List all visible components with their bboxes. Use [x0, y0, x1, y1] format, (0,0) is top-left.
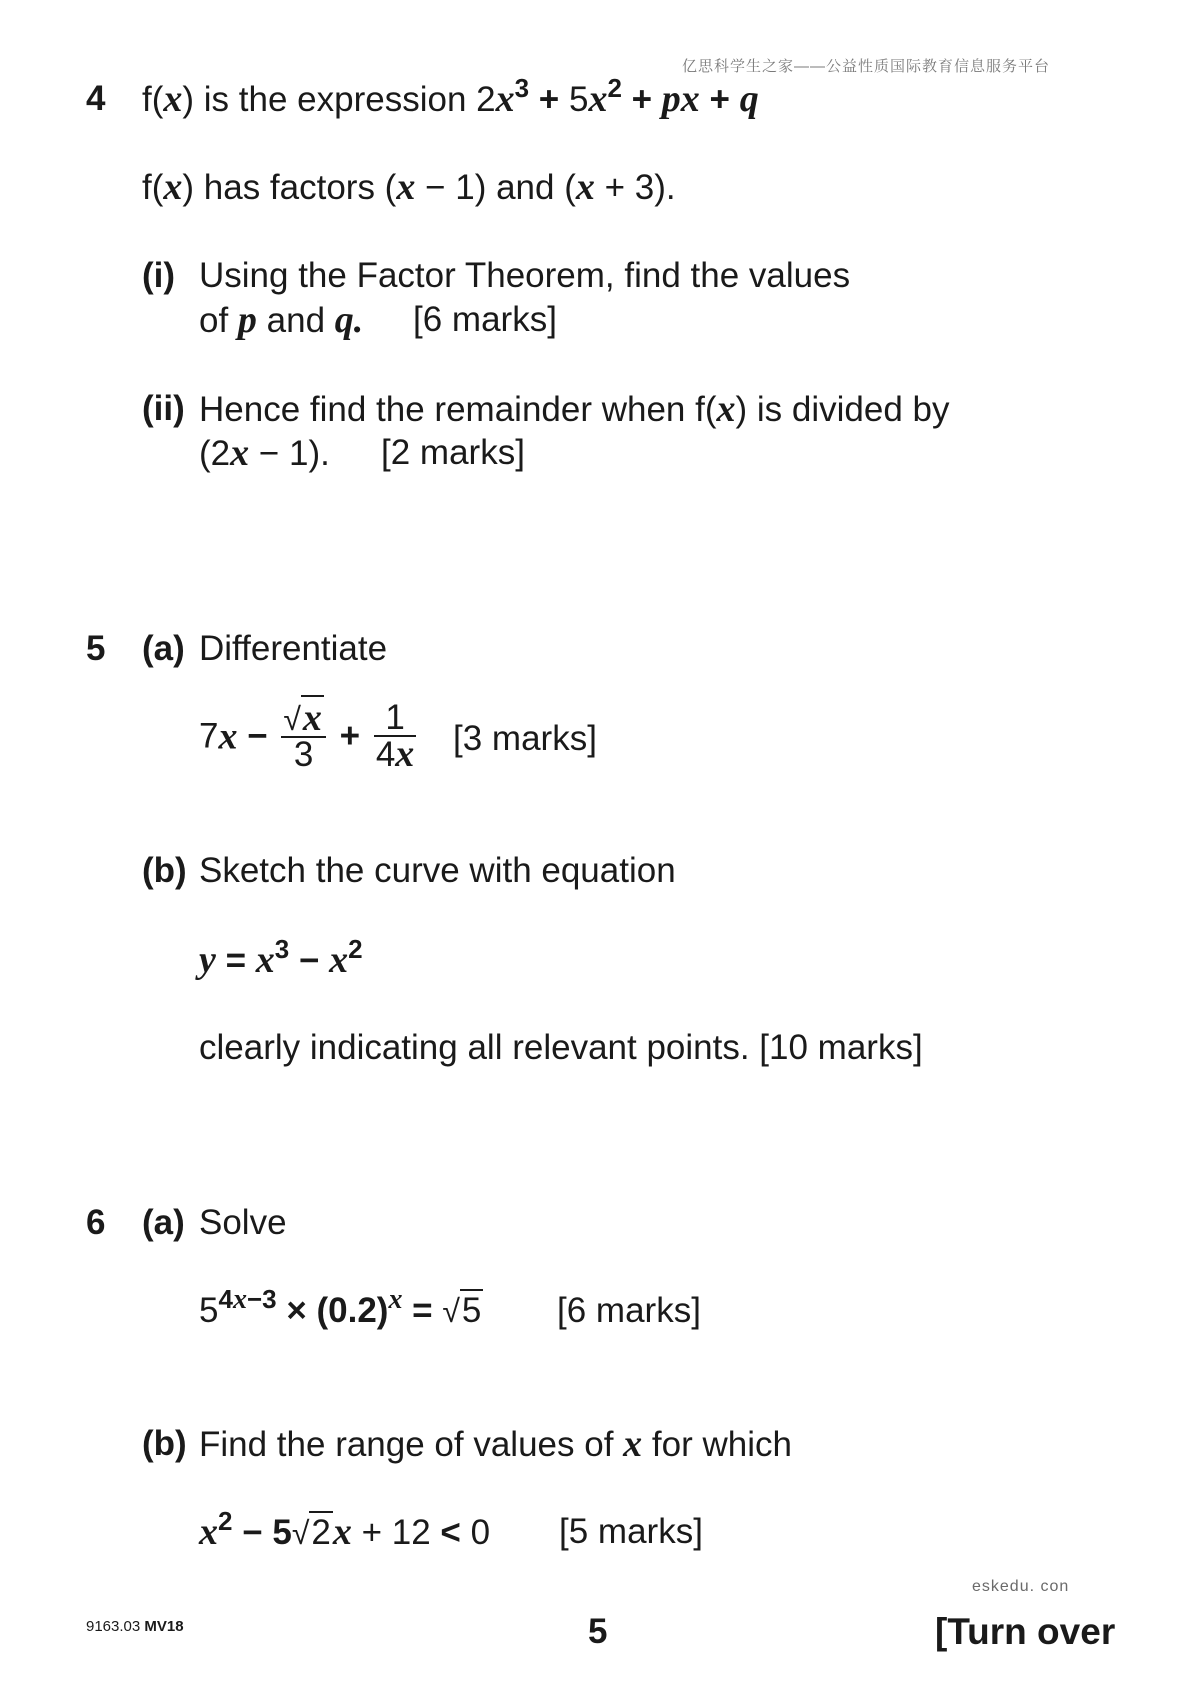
part-b-text: Sketch the curve with equation	[199, 851, 676, 890]
differentiate-expression	[199, 697, 420, 775]
page-number: 5	[588, 1612, 608, 1651]
part-a-label: (a)	[142, 1203, 185, 1242]
var-q: q	[334, 299, 354, 341]
text: − 1).	[249, 434, 330, 473]
factors-text: has factors (	[194, 168, 397, 207]
var-x: x	[396, 166, 416, 208]
text: is divided by	[747, 390, 950, 429]
text: + 12	[351, 1513, 441, 1552]
equals: =	[215, 941, 256, 980]
question-4-stem	[142, 73, 759, 124]
text: (2	[199, 434, 231, 473]
var-p: p	[661, 78, 681, 120]
var-x: x	[716, 388, 736, 430]
part-ii-line1	[199, 387, 949, 432]
stem-text: is the expression 2	[194, 80, 496, 119]
part-a-text: Differentiate	[199, 629, 388, 668]
part-ii-line2	[199, 431, 330, 476]
part-b-marks: [5 marks]	[559, 1512, 703, 1551]
part-b-text	[199, 1422, 792, 1467]
var-x: x	[302, 697, 322, 739]
exponent: 2	[607, 73, 622, 103]
factors-text: + 3).	[594, 168, 676, 207]
plus: +	[329, 716, 370, 756]
coefficient: 7	[199, 716, 219, 756]
paper-code	[86, 1617, 184, 1637]
minus: −	[237, 716, 278, 756]
denominator: 3	[293, 735, 314, 774]
plus: +	[621, 80, 662, 119]
var-x: x	[218, 715, 238, 758]
part-b-label: (b)	[142, 1424, 187, 1463]
var-x: x	[332, 1511, 352, 1553]
part-b-label: (b)	[142, 851, 187, 890]
base: 5	[199, 1291, 219, 1330]
solve-equation	[199, 1284, 483, 1336]
f-function: f	[142, 80, 152, 119]
fraction-1-over-4x	[374, 698, 416, 775]
part-ii-label: (ii)	[142, 389, 185, 428]
text: and	[256, 301, 335, 340]
sqrt-icon: √	[291, 1515, 310, 1551]
question-4-number: 4	[86, 79, 106, 118]
question-4-factors	[142, 165, 676, 210]
exponent: 2	[218, 1506, 233, 1536]
paren: )	[182, 168, 195, 207]
part-i-label: (i)	[142, 256, 176, 295]
var-x: x	[575, 166, 595, 208]
equals: =	[402, 1291, 443, 1330]
part-i-line1: Using the Factor Theorem, find the values	[199, 256, 851, 295]
text: for which	[642, 1425, 792, 1464]
inequality	[199, 1506, 491, 1557]
text: Hence find the remainder when f	[199, 390, 705, 429]
sqrt-2	[292, 1511, 333, 1555]
part-a-marks: [6 marks]	[557, 1291, 701, 1330]
less-than: <	[440, 1513, 461, 1552]
code-series: MV18	[144, 1618, 184, 1635]
var-x: x	[255, 939, 275, 981]
var-x: x	[329, 939, 349, 981]
times: × (0.2)	[276, 1291, 389, 1330]
eskedu-watermark: eskedu. con	[972, 1578, 1070, 1595]
var-x: x	[588, 78, 608, 120]
minus-coefficient: − 5	[232, 1513, 292, 1552]
text: Find the range of values of	[199, 1425, 624, 1464]
radicand: 2	[311, 1513, 331, 1552]
text: of	[199, 301, 238, 340]
curve-equation	[199, 934, 363, 985]
var-x: x	[495, 78, 515, 120]
exponent: 3	[514, 73, 530, 103]
sqrt-icon: √	[442, 1293, 460, 1329]
exponent: 2	[348, 934, 363, 964]
var-x: x	[163, 166, 183, 208]
turn-over: [Turn over	[935, 1611, 1116, 1652]
var-y: y	[199, 939, 216, 981]
part-a-marks: [3 marks]	[453, 719, 597, 758]
fraction-sqrt-x-over-3	[281, 697, 326, 774]
question-6-number: 6	[86, 1203, 106, 1242]
numerator: 1	[374, 701, 416, 737]
var-p: p	[237, 299, 257, 341]
part-b-after: clearly indicating all relevant points. [10 marks]	[199, 1028, 923, 1067]
exponent: x	[388, 1284, 403, 1315]
coefficient: 5	[568, 80, 589, 119]
denominator: 4	[375, 735, 396, 774]
f-function: f	[142, 168, 152, 207]
var-x: x	[395, 733, 415, 775]
paren: (	[704, 390, 717, 429]
var-x: x	[199, 1511, 218, 1553]
var-x: x	[163, 78, 183, 120]
paren: )	[182, 80, 195, 119]
exponent: 4x−3	[218, 1284, 277, 1315]
sqrt-icon: √	[283, 701, 301, 737]
plus: +	[699, 80, 740, 119]
var-x: x	[230, 432, 250, 474]
minus: −	[289, 941, 330, 980]
part-ii-marks: [2 marks]	[381, 433, 525, 472]
factors-text: − 1) and (	[415, 168, 576, 207]
paren: (	[151, 168, 164, 207]
code-number: 9163.03	[86, 1618, 145, 1635]
question-5-number: 5	[86, 629, 106, 668]
var-x: x	[623, 1423, 643, 1465]
exponent: 3	[274, 934, 290, 964]
plus: +	[529, 80, 569, 119]
var-q: q	[739, 78, 759, 120]
paren: (	[151, 80, 164, 119]
sqrt-5	[442, 1289, 483, 1333]
var-x: x	[680, 78, 700, 120]
paren: )	[735, 390, 748, 429]
header-watermark: 亿思科学生之家——公益性质国际教育信息服务平台	[682, 58, 1051, 75]
part-i-line2: of p and q.	[199, 299, 364, 341]
text: 0	[460, 1513, 491, 1552]
radicand: 5	[461, 1291, 482, 1330]
part-a-label: (a)	[142, 629, 185, 668]
part-i-marks: [6 marks]	[413, 300, 557, 339]
part-a-text: Solve	[199, 1203, 287, 1242]
